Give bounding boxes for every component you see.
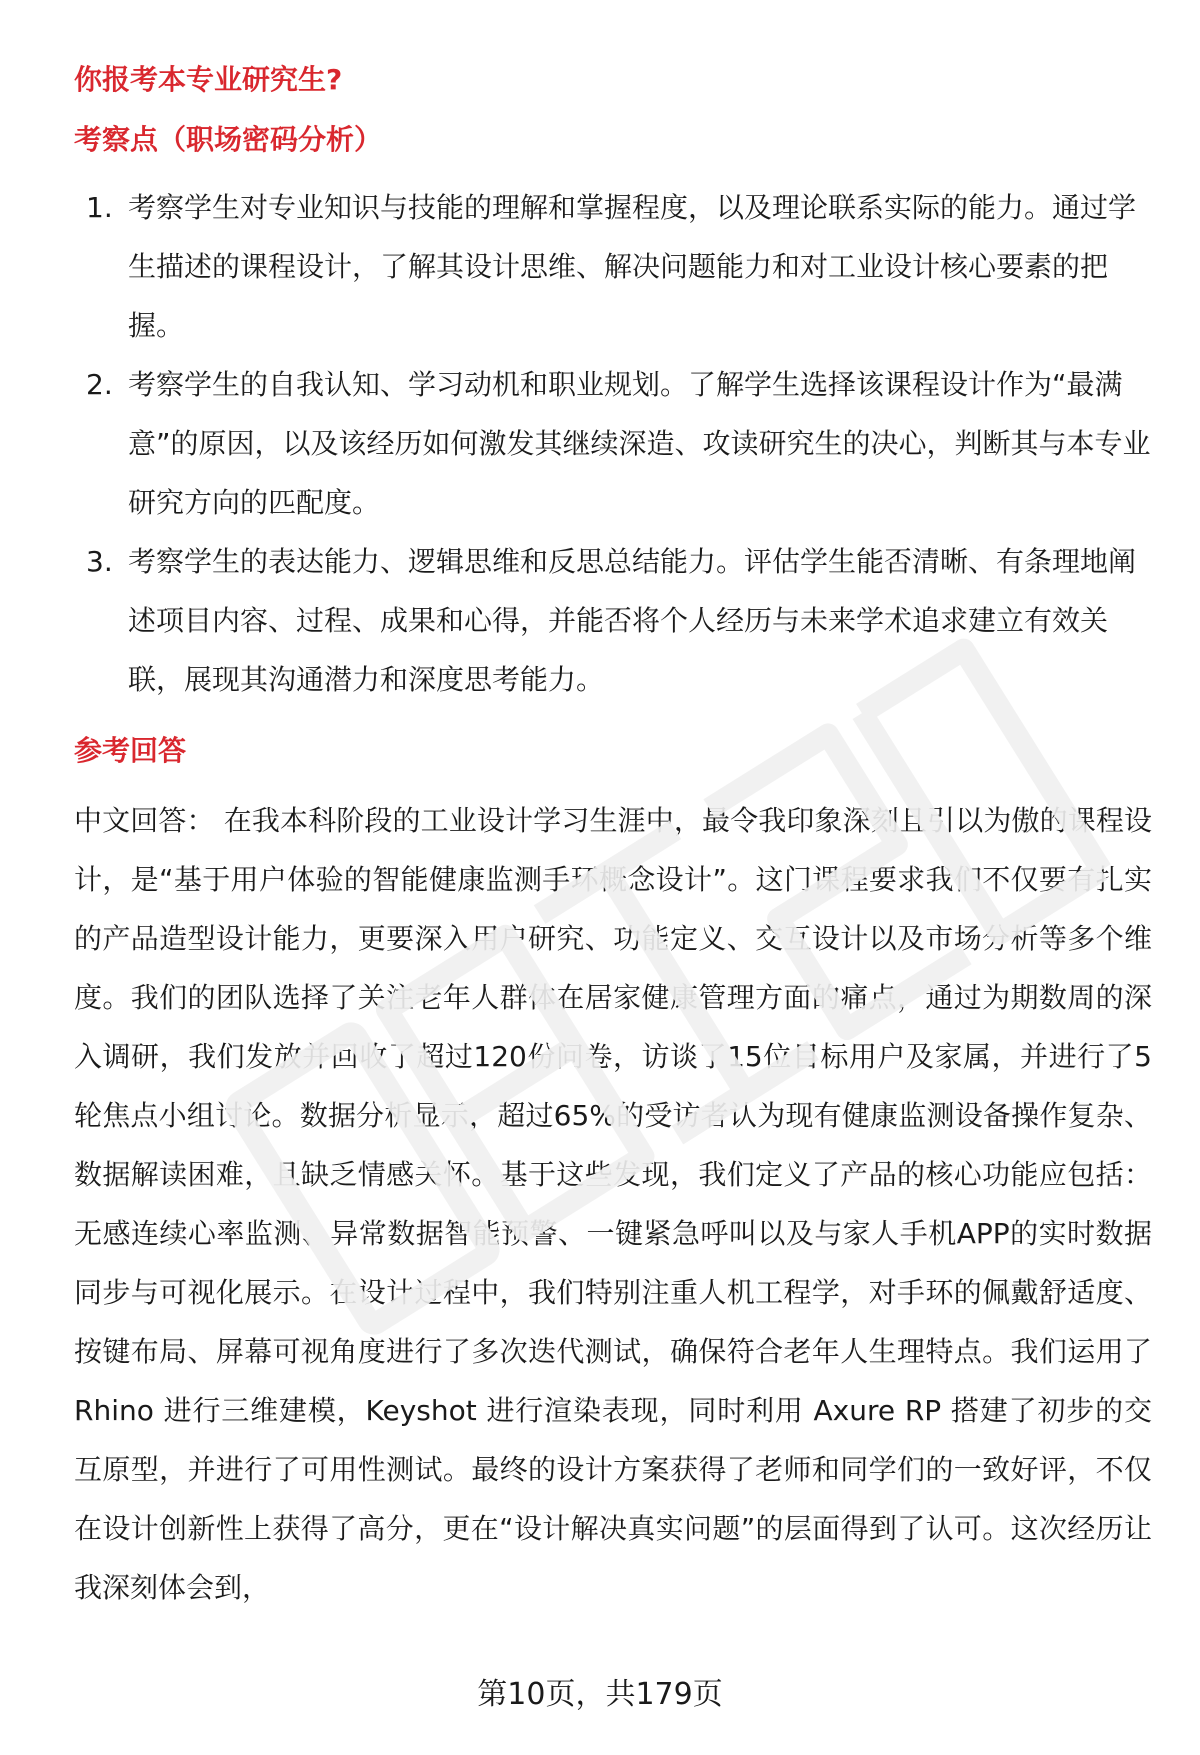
list-item-number: 1. bbox=[86, 191, 113, 224]
answer-paragraph: 中文回答： 在我本科阶段的工业设计学习生涯中，最令我印象深刻且引以为傲的课程设计，是“基于用户体验的智能健康监测手环概念设计”。这门课程要求我们不仅要有扎实的产品造型设计能力，更要深入用户研究、功能定义、交互设计以及市场分析等多个维度。我们的团队选择了关注老年人群体在居家健康管理方面的痛点，通过为期数周的深入调研，我们发放并回收了超过120份问卷，访谈了15位目标用户及家属，并进行了5轮焦点小组讨论。数据分析显示，超过65%的受访者认为现有健康监测设备操作复杂、数据解读困难，且缺乏情感关怀。基于这些发现，我们定义了产品的核心功能应包括：无感连续心率监测、异常数据智能预警、一键紧急呼叫以及与家人手机APP的实时数据同步与可视化展示。在设计过程中，我们特别注重人机工程学，对手环的佩戴舒适度、按键布局、屏幕可视角度进行了多次迭代测试，确保符合老年人生理特点。我们运用了 Rhino 进行三维建模，Keyshot 进行渲染表现，同时利用 Axure RP 搭建了初步的交互原型，并进行了可用性测试。最终的设计方案获得了老师和同学们的一致好评，不仅在设计创新性上获得了高分，更在“设计解决真实问题”的层面得到了认可。这次经历让我深刻体会到， bbox=[74, 804, 1152, 1604]
list-item-text: 考察学生的表达能力、逻辑思维和反思总结能力。评估学生能否清晰、有条理地阐述项目内容、过程、成果和心得，并能否将个人经历与未来学术追求建立有效关联，展现其沟通潜力和深度思考能力。 bbox=[128, 545, 1137, 696]
list-item-text: 考察学生对专业知识与技能的理解和掌握程度，以及理论联系实际的能力。通过学生描述的课程设计，了解其设计思维、解决问题能力和对工业设计核心要素的把握。 bbox=[128, 191, 1137, 342]
answer-heading: 参考回答 bbox=[74, 734, 187, 767]
list-item bbox=[74, 355, 1152, 532]
list-item-number: 3. bbox=[86, 545, 113, 578]
list-item-text: 考察学生的自我认知、学习动机和职业规划。了解学生选择该课程设计作为“最满意”的原因，以及该经历如何激发其继续深造、攻读研究生的决心，判断其与本专业研究方向的匹配度。 bbox=[128, 368, 1151, 519]
question-title: 你报考本专业研究生? bbox=[74, 63, 343, 96]
list-item bbox=[74, 532, 1152, 709]
focus-heading: 考察点（职场密码分析） bbox=[74, 123, 383, 156]
focus-list bbox=[74, 178, 1152, 709]
list-item bbox=[74, 178, 1152, 355]
list-item-number: 2. bbox=[86, 368, 113, 401]
page-footer: 第10页，共179页 bbox=[477, 1677, 723, 1712]
